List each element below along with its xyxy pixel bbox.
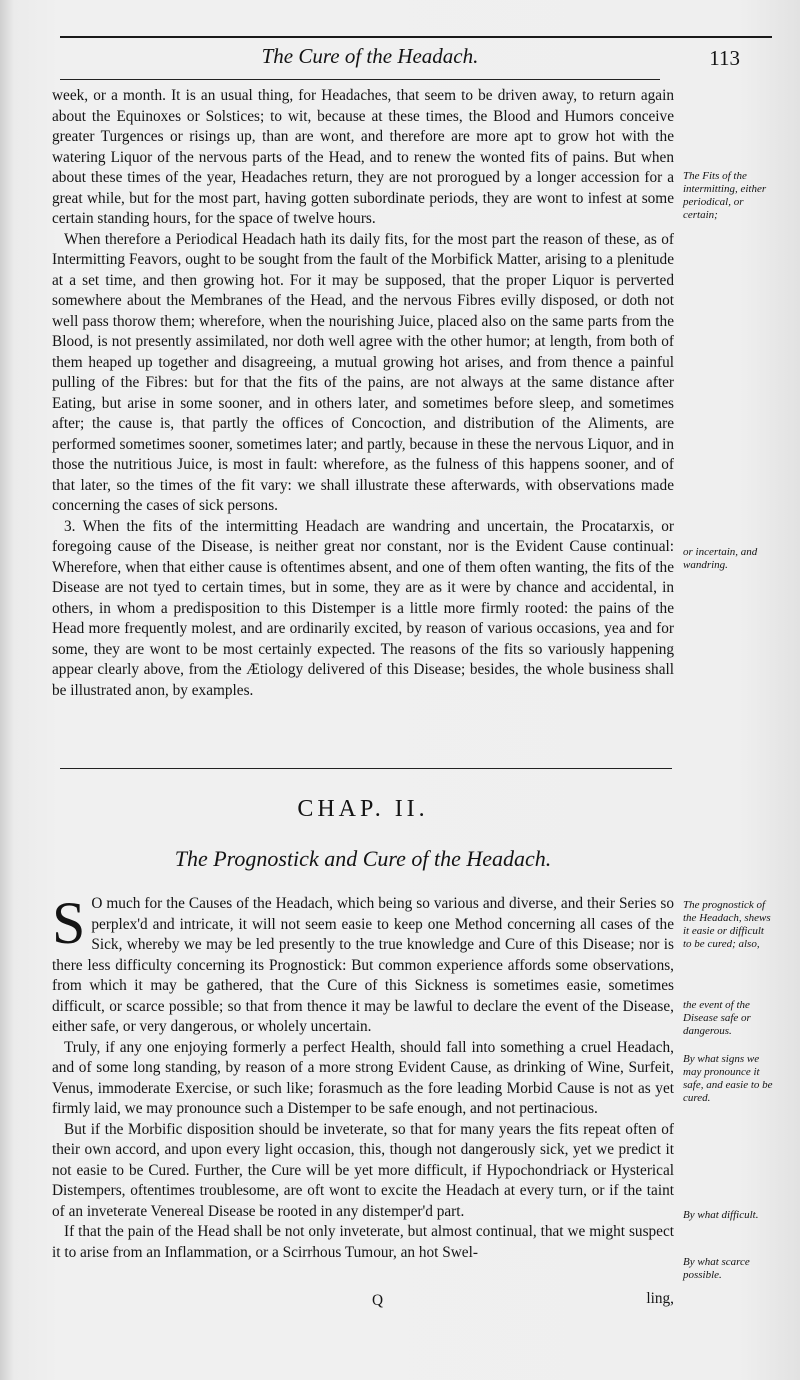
margin-note: By what difficult. [683,1209,759,1221]
paragraph: When therefore a Periodical Headach hath its daily fits, for the most part the reason of these, as of Intermitting Feavors, ought to be sought from the fault of the Morbifick Matter, arising to a plenitude at a set time, and then growing hot. For it may be supposed, that the proper Liquor is perverted somewhere about the Membranes of the Head, and the nervous Fibres evilly disposed, or doth not well pass thorow them; wherefore, when the nourishing Juice, placed also on the same parts from the Blood, is not presently assimilated, nor doth well agree with the other humor; at length, from both of them heaped up together and disagreeing, a mutual growing hot arises, and from thence a painful pulling of the Fibres: but for that the fits of the pains, are not always at the same distance after Eating, but arise in some sooner, and in others later, and sometimes before sleep, and sometimes after; the cause is, that partly the offices of Concoction, and distribution of the Aliments, are performed sometimes sooner, sometimes later; and partly, because in these the nervous Liquor, and in those the nutritious Juice, is most in fault: wherefore, as the fulness of this happens sooner, and of that later, so the times of the fit vary: we shall illustrate these afterwards, with observations made concerning the cases of sick persons. [52,230,674,514]
paragraph: Truly, if any one enjoying formerly a perfect Health, should fall into something a cruel Headach, and of some long standing, by reason of a more strong Evident Cause, as drinking of Wine, Surfeit, Venus, immoderate Exercise, or such like; forasmuch as the fore leading Morbid Cause is not as yet firmly laid, we may pronounce such a Distemper to be safe enough, and not pertinacious. [52,1038,674,1117]
page-number: 113 [709,46,740,70]
paragraph: week, or a month. It is an usual thing, for Headaches, that seem to be driven away, to return again about the Equinoxes or Solstices; to wit, because at these times, the Blood and Humors conceive greater Turgences or risings up, than are wont, and therefore are more apt to grow hot with the watering Liquor of the nervous parts of the Head, and to renew the wonted fits of pains. But when about these times of the year, Headaches return, they are not prorogued by a longer accession for a great while, but for the most part, having gotten subordinate periods, they are wont to infest at some certain standing hours, for the space of twelve hours. [52,87,674,227]
margin-note: By what scarce possible. [683,1256,750,1281]
margin-note: or incertain, and wandring. [683,546,758,571]
drop-cap: S [52,890,86,956]
chapter-heading: CHAP. II. [297,796,429,822]
paragraph: 3. When the fits of the intermitting Headach are wandring and uncertain, the Procatarxis, or foregoing cause of the Disease, is neither great nor constant, nor is the Evident Cause continual: Wherefore, when that either cause is oftentimes absent, and one of them often wanting, the fits of the Disease are not tyed to certain times, but in some, they are as it were by chance and accidental, in others, in whom a predisposition to this Distemper is a little more firmly rooted: the pains of the Head more frequently molest, and are ordinarily excited, by reason of various occasions, yea and for some, they are wont to be most certainly expected. The reasons of the fits so variously happening appear clearly above, from the Ætiology delivered of this Disease; besides, the whole business shall be illustrated anon, by examples. [52,517,674,699]
signature-mark: Q [372,1292,384,1309]
chapter-rule [60,768,672,769]
top-rule [60,36,772,38]
text-block-chapter [52,890,674,1263]
page-footer [52,1290,674,1312]
paragraph: But if the Morbific disposition should be inveterate, so that for many years the fits repeat often of their own accord, and upon every light occasion, this, though not dangerously sick, yet we predict it not easie to be Cured. Further, the Cure will be yet more difficult, if Hypochondriack or Hysterical Distempers, oftentimes troublesome, are oft wont to excite the Headach at every turn, or if the taint of an inveterate Venereal Disease be rooted in any distemper'd part. [52,1120,674,1220]
paragraph: If that the pain of the Head shall be not only inveterate, but almost continual, that we might suspect it to arise from an Inflammation, or a Scirrhous Tumour, an hot Swel- [52,1223,674,1261]
catchword: ling, [646,1290,674,1307]
margin-note: The prognostick of the Headach, shews it easie or difficult to be cured; also, [683,899,771,950]
text-block-continued [52,86,674,701]
margin-note: By what signs we may pronounce it safe, and easie to be cured. [683,1053,773,1104]
running-head [60,44,772,74]
paragraph-first-text: O much for the Causes of the Headach, which being so various and diverse, and their Series so perplex'd and intricate, it will not seem easie to keep one Method concerning all cases of the Sick, whereby we may be led presently to the true knowledge and Cure of this Disease; nor is there less difficulty concerning its Prognostick: But common experience affords some observations, from which it may be gathered, that the Cure of this Sickness is sometimes easie, sometimes difficult, or scarce possible; so that from thence it may be lawful to declare the event of the Disease, either safe, or very dangerous, or wholely uncertain. [52,895,674,1035]
margin-note: the event of the Disease safe or dangerous. [683,999,751,1037]
header-rule [60,79,660,80]
margin-note: The Fits of the intermitting, either periodical, or certain; [683,170,767,221]
running-title: The Cure of the Headach. [261,44,479,68]
chapter-title: The Prognostick and Cure of the Headach. [174,846,552,871]
paragraph-first [52,890,674,1038]
